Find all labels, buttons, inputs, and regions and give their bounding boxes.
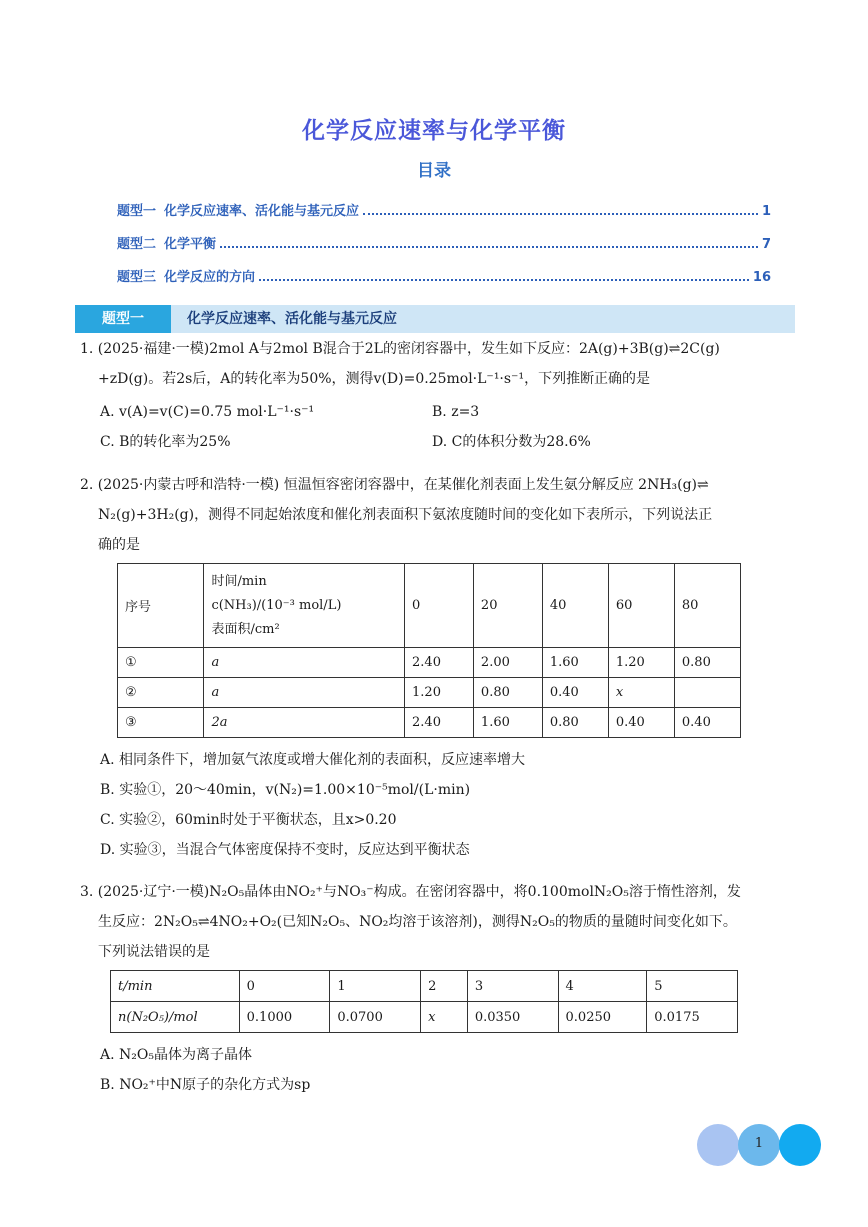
toc-entry[interactable] <box>117 252 771 285</box>
question-3-stem <box>80 877 800 967</box>
page-number: 1 <box>754 1136 764 1151</box>
question-line: 下列说法错误的是 <box>98 944 210 960</box>
toc-heading: 目录 <box>417 161 451 181</box>
table-row <box>118 708 741 738</box>
header-concentration: c(NH₃)/(10⁻³ mol/L) <box>211 597 342 613</box>
table-cell: 1 <box>330 971 421 1002</box>
table-cell: 1.60 <box>473 708 542 738</box>
table-cell: 3 <box>467 971 558 1002</box>
toc-leader <box>363 213 758 215</box>
toc-entry-type: 题型二 <box>117 237 157 252</box>
page-number-badge <box>738 1124 780 1166</box>
table-cell: 0.0700 <box>330 1002 421 1033</box>
table-row <box>111 971 738 1002</box>
table-header-cell: 80 <box>674 564 740 648</box>
table-cell: 1.60 <box>542 648 608 678</box>
table-cell: 0.1000 <box>239 1002 330 1033</box>
section-header <box>75 305 795 333</box>
table-header-cell: 0 <box>405 564 474 648</box>
table-cell: 0.0250 <box>558 1002 647 1033</box>
table-cell: 0 <box>239 971 330 1002</box>
question-line: 1. (2025·福建·一模)2mol A与2mol B混合于2L的密闭容器中，发生如下反应：2A(g)+3B(g)⇌2C(g) <box>80 341 720 357</box>
table-cell: 1.20 <box>608 648 674 678</box>
table-cell: a <box>204 648 405 678</box>
table-cell: x <box>421 1002 468 1033</box>
toc-entry[interactable] <box>117 186 771 219</box>
table-cell: 0.40 <box>608 708 674 738</box>
toc-entry-page: 1 <box>761 204 771 219</box>
question-line: N₂(g)+3H₂(g)，测得不同起始浓度和催化剂表面积下氨浓度随时间的变化如下表所示，下列说法正 <box>98 507 713 523</box>
table-cell: 2a <box>204 708 405 738</box>
section-tag: 题型一 <box>75 305 171 333</box>
toc-entry-name: 化学反应的方向 <box>164 270 256 285</box>
question-1-stem <box>80 334 800 394</box>
toc-entry-name: 化学反应速率、活化能与基元反应 <box>164 204 360 219</box>
table-header-cell: t/min <box>111 971 240 1002</box>
option-b: B. NO₂⁺中N原子的杂化方式为sp <box>100 1077 311 1093</box>
toc-entry-page: 16 <box>752 270 771 285</box>
table-cell: a <box>204 678 405 708</box>
question-line: 确的是 <box>98 537 140 553</box>
table-cell: ③ <box>118 708 204 738</box>
table-cell: 0.80 <box>542 708 608 738</box>
table-cell: 2.40 <box>405 708 474 738</box>
table-cell: 0.80 <box>473 678 542 708</box>
table-cell: 1.20 <box>405 678 474 708</box>
table-cell: 0.40 <box>674 708 740 738</box>
table-cell: 0.0350 <box>467 1002 558 1033</box>
question-line: 生反应：2N₂O₅⇌4NO₂+O₂(已知N₂O₅、NO₂均溶于该溶剂)，测得N₂O₅的物质的量随时间变化如下。 <box>98 914 737 930</box>
table-cell: 0.80 <box>674 648 740 678</box>
option-b: B. z=3 <box>432 404 480 420</box>
toc-entry-type: 题型三 <box>117 270 157 285</box>
table-cell <box>674 678 740 708</box>
header-area: 表面积/cm² <box>211 621 280 637</box>
document-title: 化学反应速率与化学平衡 <box>302 118 566 144</box>
section-title: 化学反应速率、活化能与基元反应 <box>187 311 397 327</box>
question-line: +zD(g)。若2s后，A的转化率为50%，测得v(D)=0.25mol·L⁻¹·s⁻¹，下列推断正确的是 <box>98 371 651 387</box>
toc-entry-page: 7 <box>761 237 771 252</box>
option-a: A. 相同条件下，增加氨气浓度或增大催化剂的表面积，反应速率增大 <box>100 752 526 768</box>
table-header-cell: n(N₂O₅)/mol <box>111 1002 240 1033</box>
toc-entry-type: 题型一 <box>117 204 157 219</box>
table-header-cell: 序号 <box>118 564 204 648</box>
table-header-cell: 40 <box>542 564 608 648</box>
table-header-cell <box>204 564 405 648</box>
page-dot-right <box>779 1124 821 1166</box>
table-of-contents <box>117 186 771 285</box>
table-header-cell: 60 <box>608 564 674 648</box>
table-row <box>118 648 741 678</box>
table-cell: 4 <box>558 971 647 1002</box>
question-2-stem <box>80 470 800 560</box>
table-cell: ① <box>118 648 204 678</box>
toc-entry[interactable] <box>117 219 771 252</box>
page-dot-left <box>697 1124 739 1166</box>
table-cell: x <box>608 678 674 708</box>
toc-leader <box>220 246 758 248</box>
option-b: B. 实验①，20～40min，v(N₂)=1.00×10⁻⁵mol/(L·min) <box>100 782 471 798</box>
table-cell: 2.00 <box>473 648 542 678</box>
question-line: 3. (2025·辽宁·一模)N₂O₅晶体由NO₂⁺与NO₃⁻构成。在密闭容器中，将0.100molN₂O₅溶于惰性溶剂，发 <box>80 884 741 900</box>
table-cell: 2.40 <box>405 648 474 678</box>
table-cell: ② <box>118 678 204 708</box>
option-c: C. B的转化率为25% <box>100 434 231 450</box>
question-line: 2. (2025·内蒙古呼和浩特·一模) 恒温恒容密闭容器中，在某催化剂表面上发生氨分解反应 2NH₃(g)⇌ <box>80 477 709 493</box>
toc-entry-name: 化学平衡 <box>164 237 217 252</box>
table-header-cell: 20 <box>473 564 542 648</box>
option-a: A. N₂O₅晶体为离子晶体 <box>100 1047 252 1063</box>
header-time: 时间/min <box>211 573 267 589</box>
table-cell: 0.0175 <box>647 1002 738 1033</box>
table-cell: 0.40 <box>542 678 608 708</box>
option-a: A. v(A)=v(C)=0.75 mol·L⁻¹·s⁻¹ <box>100 404 315 420</box>
table-cell: 2 <box>421 971 468 1002</box>
table-cell: 5 <box>647 971 738 1002</box>
table-row <box>118 678 741 708</box>
option-c: C. 实验②，60min时处于平衡状态，且x>0.20 <box>100 812 397 828</box>
option-d: D. C的体积分数为28.6% <box>432 434 591 450</box>
option-d: D. 实验③，当混合气体密度保持不变时，反应达到平衡状态 <box>100 842 470 858</box>
ammonia-table <box>117 563 741 738</box>
toc-leader <box>259 279 749 281</box>
dinitrogen-pentoxide-table <box>110 970 738 1033</box>
table-row <box>111 1002 738 1033</box>
